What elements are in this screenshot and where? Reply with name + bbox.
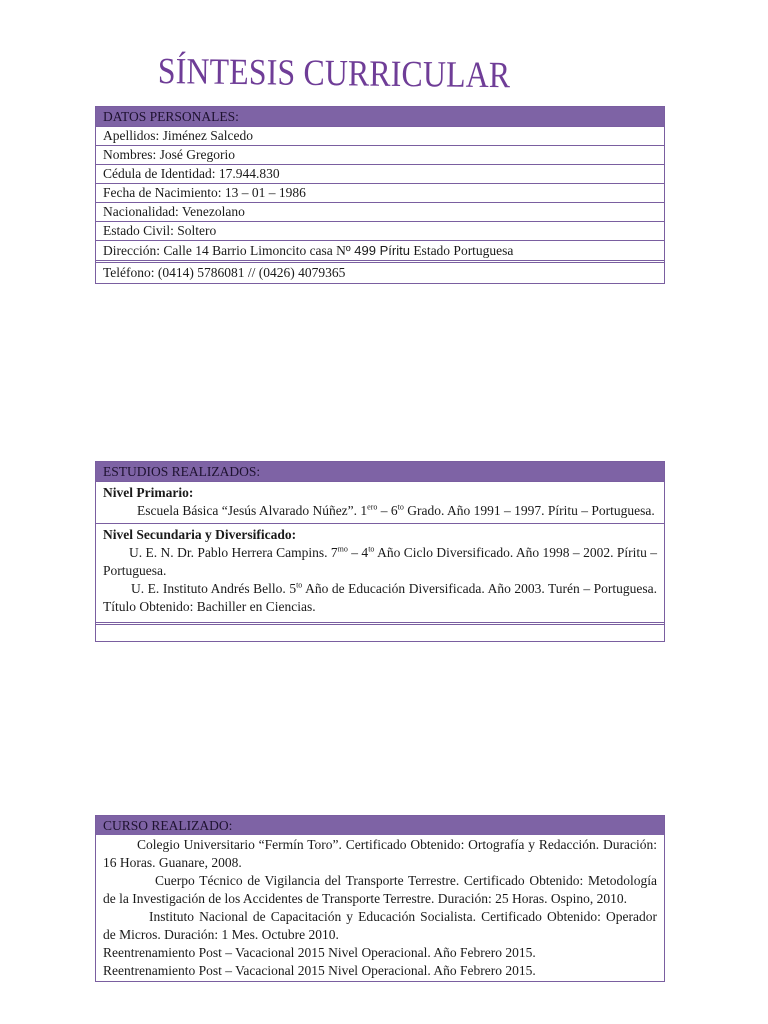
nationality-row: Nacionalidad: Venezolano [96,202,664,221]
studies-header: ESTUDIOS REALIZADOS: [96,462,664,481]
studies-table [95,461,665,642]
primary-level-block [96,481,664,523]
courses-header: CURSO REALIZADO: [96,816,664,835]
course-item: Cuerpo Técnico de Vigilancia del Transporte Terrestre. Certificado Obtenido: Metodología de la Investigación de los Accidentes de Transporte Terrestre. Duración: 25 Horas. Ospino, 2010. [103,873,657,906]
primary-text-a: Escuela Básica “Jesús Alvarado Núñez”. 1 [137,503,368,518]
secondary-level-title: Nivel Secundaria y Diversificado: [103,527,297,542]
empty-row [96,622,664,641]
secondary-p1-b: – 4 [347,545,369,560]
primary-sup-b: to [397,502,404,512]
secondary-p2-b: Año de Educación Diversificada. Año 2003. Turén – Portuguesa. Título Obtenido: Bachiller en Ciencias. [103,581,657,614]
address-text-a: Dirección: Calle 14 Barrio Limoncito casa N [103,243,346,258]
primary-text-c: Grado. Año 1991 – 1997. Píritu – Portuguesa. [403,503,655,518]
secondary-p1-sup-b: to [368,544,375,554]
primary-sup-a: ero [367,502,378,512]
course-item: Reentrenamiento Post – Vacacional 2015 Nivel Operacional. Año Febrero 2015. [103,963,536,978]
id-number-row: Cédula de Identidad: 17.944.830 [96,164,664,183]
primary-level-title: Nivel Primario: [103,485,194,500]
surname-row: Apellidos: Jiménez Salcedo [96,126,664,145]
course-item: Colegio Universitario “Fermín Toro”. Certificado Obtenido: Ortografía y Redacción. Duración: 16 Horas. Guanare, 2008. [103,837,657,870]
birth-date-row: Fecha de Nacimiento: 13 – 01 – 1986 [96,183,664,202]
address-text-b: º 499 Píritu [345,243,410,258]
marital-status-row: Estado Civil: Soltero [96,221,664,240]
address-text-c: Estado Portuguesa [409,243,514,258]
secondary-school-text [103,544,657,580]
secondary-p1-a: U. E. N. Dr. Pablo Herrera Campins. 7 [129,545,338,560]
course-item: Reentrenamiento Post – Vacacional 2015 Nivel Operacional. Año Febrero 2015. [103,945,536,960]
secondary-p2-a: U. E. Instituto Andrés Bello. 5 [131,581,297,596]
phone-row: Teléfono: (0414) 5786081 // (0426) 4079365 [96,260,664,283]
secondary-level-block [96,523,664,622]
secondary-p2-sup: to [296,580,303,590]
courses-block [96,835,664,981]
document-title: SÍNTESIS CURRICULAR [157,50,511,97]
secondary-p1-c: Año Ciclo Diversificado. Año 1998 – 2002. Píritu – Portuguesa. [103,545,658,578]
primary-text-b: – 6 [377,503,398,518]
courses-table [95,815,665,982]
course-item: Instituto Nacional de Capacitación y Educación Socialista. Certificado Obtenido: Operador de Micros. Duración: 1 Mes. Octubre 2010. [103,909,657,942]
personal-data-table [95,106,665,284]
address-row [96,240,664,260]
personal-data-header: DATOS PERSONALES: [96,107,664,126]
primary-level-text [103,502,657,520]
given-names-row: Nombres: José Gregorio [96,145,664,164]
secondary-p1-sup-a: mo [337,544,348,554]
diversified-school-text [103,580,657,616]
